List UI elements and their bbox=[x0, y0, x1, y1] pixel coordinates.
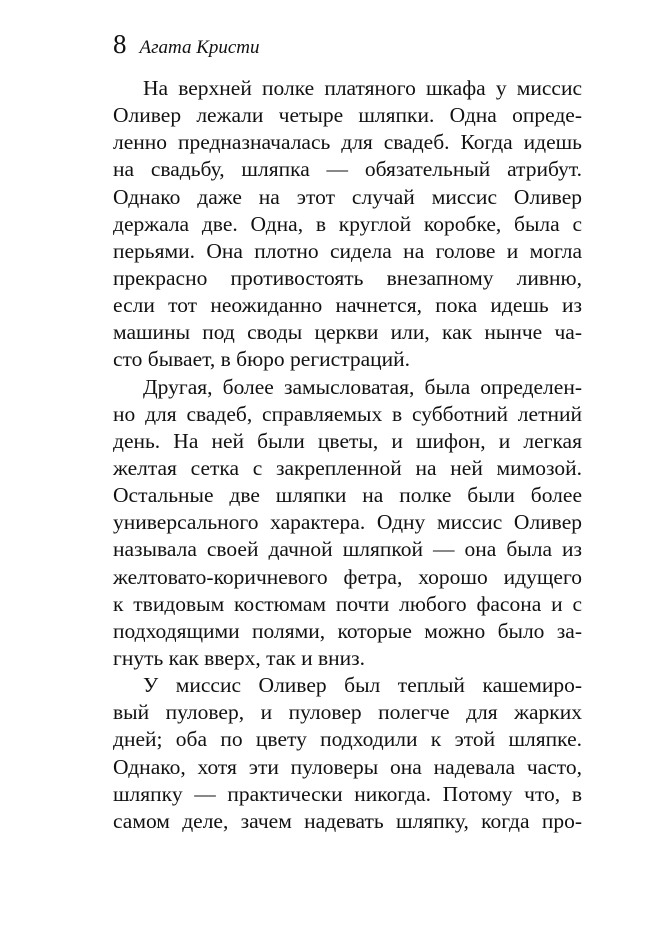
text-line: день. На ней были цветы, и шифон, и легкая bbox=[113, 428, 582, 453]
text-line: если тот неожиданно начнется, пока идешь из bbox=[113, 293, 582, 318]
text-line: но для свадеб, справляемых в субботний летний bbox=[113, 401, 582, 426]
text-line: перьями. Она плотно сидела на голове и могла bbox=[113, 238, 582, 263]
text-line: вый пуловер, и пуловер полегче для жарких bbox=[113, 700, 582, 725]
text-line: подходящими полями, которые можно было за- bbox=[113, 618, 582, 643]
text-line: гнуть как вверх, так и вниз. bbox=[113, 645, 366, 670]
body-text bbox=[113, 75, 582, 835]
text-line: прекрасно противостоять внезапному ливню, bbox=[113, 265, 582, 290]
text-line: дней; оба по цвету подходили к этой шляпке. bbox=[113, 727, 582, 752]
text-line: держала две. Одна, в круглой коробке, была с bbox=[113, 211, 582, 236]
text-line: Оливер лежали четыре шляпки. Одна опреде- bbox=[113, 103, 582, 128]
text-line: желтая сетка с закрепленной на ней мимозой. bbox=[113, 455, 582, 480]
text-line: Однако даже на этот случай миссис Оливер bbox=[113, 184, 582, 209]
text-line: Другая, более замысловатая, была определен- bbox=[143, 374, 582, 399]
text-line: к твидовым костюмам почти любого фасона и с bbox=[113, 591, 582, 616]
text-line: на свадьбу, шляпка — обязательный атрибут. bbox=[113, 157, 582, 182]
text-line: У миссис Оливер был теплый кашемиро- bbox=[143, 673, 582, 698]
text-line: самом деле, зачем надевать шляпку, когда про- bbox=[113, 808, 582, 833]
text-line: Однако, хотя эти пуловеры она надевала часто, bbox=[113, 754, 582, 779]
running-head-author: Агата Кристи bbox=[139, 37, 260, 58]
text-line: шляпку — практически никогда. Потому что, в bbox=[113, 781, 582, 806]
text-line: ленно предназначалась для свадеб. Когда идешь bbox=[113, 130, 582, 155]
text-line: машины под своды церкви или, как нынче ча- bbox=[113, 320, 582, 345]
text-line: называла своей дачной шляпкой — она была из bbox=[113, 537, 582, 562]
text-line: желтовато-коричневого фетра, хорошо идущего bbox=[113, 564, 582, 589]
running-head bbox=[113, 28, 260, 64]
page-number: 8 bbox=[113, 29, 127, 59]
text-line: Остальные две шляпки на полке были более bbox=[113, 483, 582, 508]
text-line: универсального характера. Одну миссис Оливер bbox=[113, 510, 582, 535]
text-line: На верхней полке платяного шкафа у миссис bbox=[143, 76, 582, 100]
text-line: сто бывает, в бюро регистраций. bbox=[113, 347, 411, 372]
